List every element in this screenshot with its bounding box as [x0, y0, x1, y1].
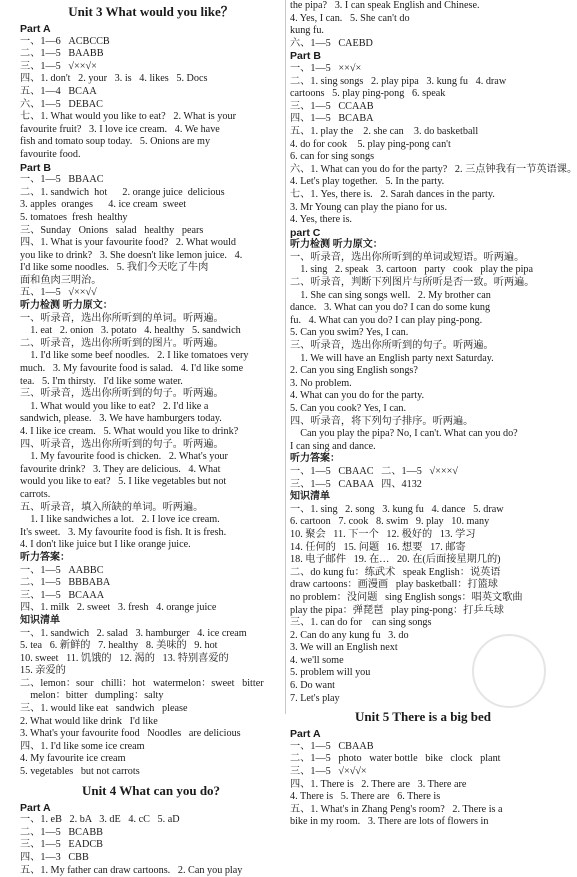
- section-heading: 听力答案：: [20, 551, 70, 563]
- answer-line: 1. I like sandwiches a lot. 2. I love ice cream.: [20, 514, 220, 526]
- answer-line: 4. There is 5. There are 6. There is: [290, 791, 441, 803]
- answer-line: 4. Yes, I can. 5. She can't do: [290, 12, 410, 24]
- answer-line: no problem：没问题 sing English songs：唱英文歌曲: [290, 591, 523, 603]
- answer-line: play the pipa：弹琵琶 play ping-pong：打乒乓球: [290, 604, 504, 616]
- answer-line: 6. cartoon 7. cook 8. swim 9. play 10. many: [290, 516, 490, 528]
- unit-title: Unit 4 What can you do?: [81, 782, 221, 798]
- answer-line: 2. Can do any kung fu 3. do: [290, 629, 409, 641]
- answer-line: I'd like some noodles. 5. 我们今天吃了牛肉: [20, 262, 209, 274]
- answer-line: Can you play the pipa? No, I can't. What can you do?: [290, 428, 518, 440]
- answer-line: sandwich, please. 3. We have hamburgers today.: [20, 413, 222, 425]
- answer-line: 一、1—5 ××√×: [290, 62, 362, 74]
- part-heading: Part A: [290, 728, 321, 741]
- answer-line: 5. Can you cook? Yes, I can.: [290, 403, 407, 414]
- answer-line: favourite fruit? 3. I love ice cream. 4. We have: [20, 123, 220, 135]
- answer-line: 一、1. sing 2. song 3. kung fu 4. dance 5. draw: [290, 503, 504, 515]
- answer-line: 4. we'll some: [290, 654, 344, 666]
- answer-line: 一、1. sandwich 2. salad 3. hamburger 4. ice cream: [20, 627, 247, 639]
- answer-line: 5. tomatoes fresh healthy: [20, 211, 128, 223]
- answer-line: carrots.: [20, 488, 51, 500]
- answer-line: 一、1—5 AABBC: [20, 564, 104, 576]
- answer-line: bike in my room. 3. There are lots of flowers in: [290, 816, 489, 828]
- answer-line: 三、1—5 BCAAA: [20, 589, 105, 601]
- answer-line: 三、听录音，选出你所听到的句子。听两遍。: [20, 388, 224, 400]
- answer-line: kung fu.: [290, 25, 324, 37]
- part-heading: Part A: [20, 801, 51, 814]
- section-heading: 知识清单: [290, 491, 330, 503]
- answer-line: 1. She can sing songs well. 2. My brother can: [290, 289, 491, 301]
- left-column: [20, 0, 282, 876]
- answer-line: the pipa? 3. I can speak English and Chinese.: [290, 0, 480, 11]
- answer-line: 三、1—5 EADCB: [20, 839, 103, 851]
- answer-line: 三、1—5 √×√√×: [290, 766, 367, 778]
- answer-line: 4. I don't like juice but I like orange juice.: [20, 539, 191, 551]
- column-divider: [285, 0, 286, 714]
- answer-line: 14. 任何的 15. 问题 16. 想要 17. 邮寄: [290, 541, 466, 553]
- unit-title: Unit 5 There is a big bed: [354, 709, 492, 725]
- answer-line: 18. 电子邮件 19. 在… 20. 在(后面接星期几的): [290, 554, 501, 566]
- answer-line: 二、do kung fu：练武术 speak English：说英语: [290, 566, 501, 578]
- answer-line: 四、1. What is your favourite food? 2. What would: [20, 237, 236, 249]
- answer-line: 10. sweet 11. 饥饿的 12. 渴的 13. 特别喜爱的: [20, 652, 229, 664]
- section-heading: 听力检测 听力原文：: [20, 300, 113, 312]
- answer-line: cartoons 5. play ping-pong 6. speak: [290, 88, 446, 100]
- answer-line: 三、1—5 √××√×: [20, 60, 97, 72]
- unit-title: Unit 3 What would you like？: [68, 4, 234, 19]
- answer-line: 二、听录音，判断下列图片与所听是否一致。听两遍。: [290, 277, 535, 289]
- answer-line: 四、听录音，将下列句子排序。听两遍。: [290, 415, 474, 427]
- answer-line: 四、听录音，选出你所听到的句子。听两遍。: [20, 438, 224, 450]
- answer-line: I can sing and dance.: [290, 440, 376, 452]
- answer-line: 4. What can you do for the party.: [290, 390, 425, 402]
- part-heading: Part B: [20, 161, 51, 174]
- answer-line: 四、1—3 CBB: [20, 852, 89, 863]
- part-heading: Part B: [290, 50, 321, 63]
- answer-line: 一、1—5 BBAAC: [20, 174, 104, 186]
- answer-line: 六、1. What can you do for the party? 2. 三点钟我有一节英语课。: [290, 163, 577, 175]
- answer-line: 5. Can you swim? Yes, I can.: [290, 327, 409, 339]
- answer-line: dance. 3. What can you do? I can do some kung: [290, 302, 491, 314]
- section-heading: 知识清单: [20, 614, 60, 626]
- answer-line: much. 3. My favourite food is salad. 4. I'd like some: [20, 363, 244, 375]
- answer-line: 四、1—5 BCABA: [290, 113, 374, 125]
- answer-line: 4. I like ice cream. 5. What would you like to drink?: [20, 426, 239, 437]
- answer-line: 一、1—5 CBAAB: [290, 740, 374, 752]
- answer-line: 3. No problem.: [290, 377, 352, 389]
- answer-line: 3. apples oranges 4. ice cream sweet: [20, 199, 187, 211]
- answer-line: fu. 4. What can you do? I can play ping-pong.: [290, 314, 483, 326]
- answer-line: 二、lemon：sour chilli：hot watermelon：sweet bitter: [20, 677, 264, 689]
- answer-line: 1. My favourite food is chicken. 2. What's your: [20, 451, 228, 463]
- answer-line: 六、1—5 DEBAC: [20, 98, 103, 110]
- answer-line: 五、听录音，填入所缺的单词。听两遍。: [20, 501, 204, 513]
- answer-line: 二、听录音，选出你所听到的图片。听两遍。: [20, 337, 224, 349]
- answer-line: would you like to eat? 5. I like vegetables but not: [20, 476, 227, 488]
- answer-line: favourite drink? 3. They are delicious. 4. What: [20, 463, 221, 475]
- answer-line: 五、1. What's in Zhang Peng's room? 2. There is a: [290, 803, 503, 815]
- answer-line: 五、1. play the 2. she can 3. do basketball: [290, 125, 479, 137]
- answer-line: 5. tea 6. 新鲜的 7. healthy 8. 美味的 9. hot: [20, 640, 218, 652]
- answer-line: 二、1—5 photo water bottle bike clock plant: [290, 753, 501, 765]
- answer-line: 5. problem will you: [290, 667, 371, 679]
- part-heading: part C: [290, 226, 321, 239]
- part-heading: Part A: [20, 23, 51, 35]
- answer-line: 七、1. What would you like to eat? 2. What is your: [20, 111, 236, 123]
- answer-line: 4. Let's play together. 5. In the party.: [290, 176, 445, 188]
- answer-line: 10. 聚会 11. 下一个 12. 极好的 13. 学习: [290, 528, 476, 540]
- answer-line: 4. Yes, there is.: [290, 214, 352, 226]
- answer-line: 1. What would you like to eat? 2. I'd like a: [20, 400, 209, 412]
- answer-line: tea. 5. I'm thirsty. I'd like some water.: [20, 375, 183, 387]
- answer-line: 五、1—5 √××√√: [20, 287, 97, 299]
- answer-line: 三、Sunday Onions salad healthy pears: [20, 224, 204, 236]
- answer-line: 三、1. would like eat sandwich please: [20, 703, 188, 715]
- answer-line: 三、1—5 CABAA 四、4132: [290, 478, 422, 490]
- answer-line: 3. We will an English next: [290, 642, 398, 654]
- answer-line: 二、1—5 BCABB: [20, 826, 103, 838]
- answer-line: 二、1. sing songs 2. play pipa 3. kung fu 4. draw: [290, 75, 507, 87]
- answer-line: 4. My favourite ice cream: [20, 753, 126, 765]
- answer-line: 五、1—4 BCAA: [20, 85, 97, 97]
- answer-line: 6. Do want: [290, 680, 335, 692]
- answer-line: melon：bitter dumpling：salty: [20, 690, 164, 702]
- answer-line: 二、1. sandwich hot 2. orange juice delicious: [20, 186, 225, 198]
- answer-line: favourite food.: [20, 148, 81, 160]
- answer-line: 2. What would like drink I'd like: [20, 715, 158, 727]
- answer-line: draw cartoons：画漫画 play basketball：打篮球: [290, 579, 498, 591]
- answer-line: 四、1. milk 2. sweet 3. fresh 4. orange juice: [20, 602, 217, 614]
- answer-line: 4. do for cook 5. play ping-pong can't: [290, 138, 451, 150]
- answer-line: It's sweet. 3. My favourite food is fish. It is fresh.: [20, 526, 227, 538]
- answer-line: 四、1. don't 2. your 3. is 4. likes 5. Docs: [20, 73, 208, 85]
- answer-line: 三、1. can do for can sing songs: [290, 617, 432, 629]
- answer-line: 六、1—5 CAEBD: [290, 37, 373, 49]
- answer-line: 一、1—5 CBAAC 二、1—5 √×××√: [290, 465, 458, 477]
- answer-line: 三、1—5 CCAAB: [290, 100, 374, 112]
- section-heading: 听力检测 听力原文：: [290, 239, 383, 251]
- answer-line: 2. Can you sing English songs?: [290, 365, 418, 377]
- answer-line: 3. What's your favourite food Noodles are delicious: [20, 728, 241, 740]
- answer-line: 二、1—5 BBBABA: [20, 577, 111, 589]
- answer-line: 三、听录音，选出你所听到的句子。听两遍。: [290, 340, 494, 352]
- section-heading: 听力答案：: [290, 453, 340, 465]
- answer-line: 四、1. I'd like some ice cream: [20, 740, 145, 752]
- answer-line: 一、听录音，选出你所听到的单词。听两遍。: [20, 312, 224, 324]
- answer-line: 四、1. There is 2. There are 3. There are: [290, 778, 467, 790]
- answer-line: 6. can for sing songs: [290, 151, 375, 163]
- answer-line: 7. Let's play: [290, 692, 340, 704]
- answer-line: 1. We will have an English party next Saturday.: [290, 352, 494, 364]
- answer-line: 一、1—6 ACBCCB: [20, 35, 110, 47]
- answer-line: 3. Mr Young can play the piano for us.: [290, 201, 448, 213]
- answer-line: 1. eat 2. onion 3. potato 4. healthy 5. sandwich: [20, 325, 241, 337]
- answer-line: 五、1. My father can draw cartoons. 2. Can you play: [20, 864, 243, 876]
- answer-line: 一、听录音，选出你所听到的单词或短语。听两遍。: [290, 251, 525, 263]
- answer-line: 1. I'd like some beef noodles. 2. I like tomatoes very: [20, 350, 249, 362]
- answer-line: 七、1. Yes, there is. 2. Sarah dances in the party.: [290, 188, 495, 200]
- answer-line: 15. 亲爱的: [20, 665, 66, 677]
- watermark-seal: [472, 634, 546, 708]
- answer-line: you like to drink? 3. She doesn't like lemon juice. 4.: [20, 249, 243, 261]
- answer-line: 一、1. eB 2. bA 3. dE 4. cC 5. aD: [20, 814, 180, 826]
- answer-line: 面和鱼肉三明治。: [20, 274, 102, 286]
- answer-line: fish and tomato soup today. 5. Onions are my: [20, 136, 211, 148]
- right-column: [290, 0, 577, 828]
- answer-line: 1. sing 2. speak 3. cartoon party cook play the pipa: [290, 264, 534, 276]
- answer-line: 5. vegetables but not carrots: [20, 766, 140, 778]
- answer-line: 二、1—5 BAABB: [20, 48, 104, 60]
